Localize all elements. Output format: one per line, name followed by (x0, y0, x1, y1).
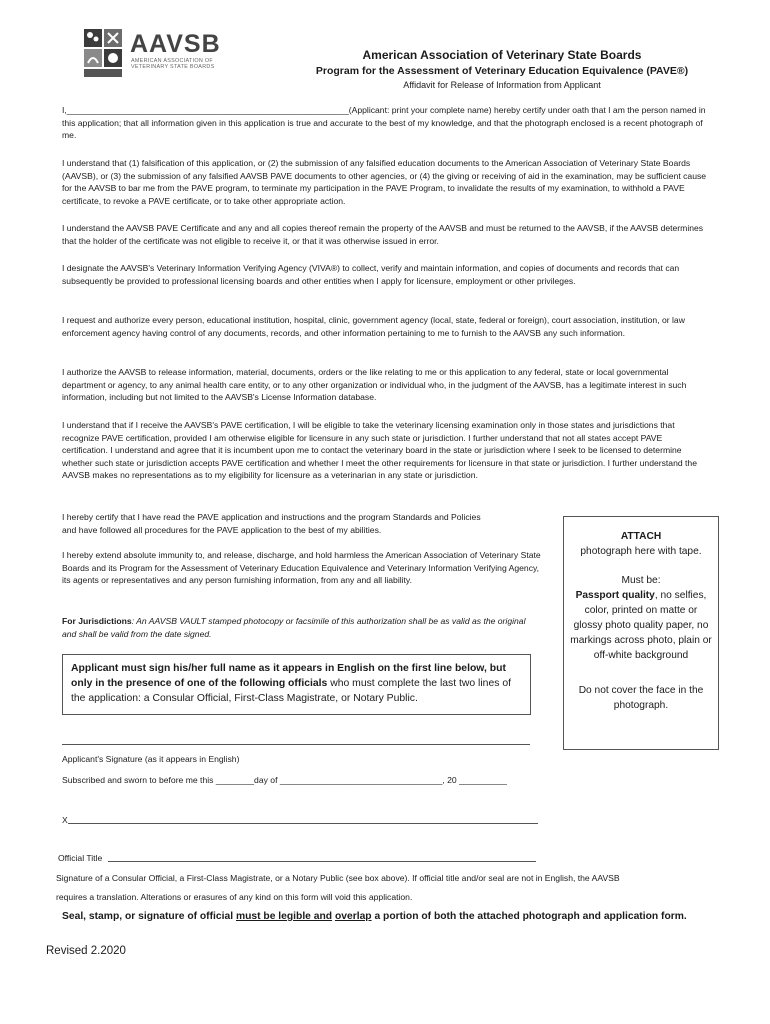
no-cover-note: Do not cover the face in the photograph. (578, 685, 704, 711)
official-title-line[interactable] (108, 861, 536, 862)
photo-attach-box[interactable] (563, 516, 719, 750)
aavsb-logo-icon (82, 27, 126, 79)
official-signature-line[interactable] (68, 823, 538, 824)
seal-notice: Seal, stamp, or signature of official must be legible and overlap a portion of both the attached photograph and application form. (62, 911, 687, 922)
paragraph-read-application: I hereby certify that I have read the PAVE application and instructions and the program Standards and Policies and have followed all procedures for the PAVE application to the best of my abilities. (62, 512, 481, 535)
must-be-label: Must be: (621, 575, 661, 586)
revision-label: Revised 2.2020 (46, 945, 126, 957)
signing-instructions-box: Applicant must sign his/her full name as it appears in English on the first line below, but only in the presence of one of the following officials who must complete the last two lines of the application: a Consular Official, First-Class Magistrate, or Notary Public. (62, 654, 531, 715)
x-marker: X (62, 815, 68, 825)
program-title: Program for the Assessment of Veterinary Education Equivalence (PAVE®) (315, 65, 689, 77)
logo-wordmark: AAVSB (130, 30, 221, 58)
paragraph-viva: I designate the AAVSB's Veterinary Information Verifying Agency (VIVA®) to collect, verify and maintain information, and copies of documents and records that can subsequently be provided to professional licensing boards and other entities when I apply for licensure, employment or other privileges. (62, 263, 680, 286)
paragraph-release: I authorize the AAVSB to release information, material, documents, orders or the like relating to me or this application to any federal, state or local governmental department or agency, to any animal health care entity, or to any other organization or individual who, in the judgment of the AAVSB, has a legitimate interest in such information, including but not limited to the AAVSB's License Information database. (62, 367, 687, 403)
attach-instruction: photograph here with tape. (580, 546, 702, 557)
paragraph-certify: I,___________________________________________________________(Applicant: print your complete name) hereby certify under oath that I am the person named in this application; that all information given in this application is true and accurate to the best of my knowledge, and that the photograph enclosed is a recent photograph of me. (62, 105, 706, 141)
page-title: American Association of Veterinary State Boards (362, 48, 642, 62)
official-note-line1: Signature of a Consular Official, a First-Class Magistrate, or a Notary Public (see box above). If official title and/or seal are not in English, the AAVSB (56, 873, 620, 883)
applicant-signature-line[interactable] (62, 744, 530, 745)
paragraph-certificate-property: I understand the AAVSB PAVE Certificate and any and all copies thereof remain the property of the AAVSB and must be returned to the AAVSB, if the AAVSB determines that the holder of the certificate was not eligible to receive it, or that it was otherwise issued in error. (62, 223, 704, 246)
form-subtitle: Affidavit for Release of Information from Applicant (403, 80, 601, 90)
paragraph-immunity: I hereby extend absolute immunity to, and release, discharge, and hold harmless the American Association of Veterinary State Boards and its Program for the Assessment of Veterinary Education Equivalence and Veterinary Information Verifying Agency, its agents or representatives and any person furnishing information, from any and all liability. (62, 550, 541, 586)
attach-heading: ATTACH (620, 531, 662, 542)
photo-requirements: Passport quality, no selfies, color, printed on matte or glossy photo quality paper, no markings across photo, plain or off-white background (570, 590, 712, 661)
logo-subtitle: AMERICAN ASSOCIATION OF VETERINARY STATE BOARDS (131, 58, 215, 71)
paragraph-authorize-request: I request and authorize every person, educational institution, hospital, clinic, government agency (local, state, federal or foreign), court association, institution, or law enforcement agency having control of any documents, records, and other information pertaining to me to furnish to the AAVSB any such information. (62, 315, 685, 338)
paragraph-jurisdictions: For Jurisdictions: An AAVSB VAULT stamped photocopy or facsimile of this authorization shall be as valid as the original and shall be valid from the date signed. (62, 616, 526, 639)
paragraph-falsification: I understand that (1) falsification of this application, or (2) the submission of any falsified education documents to the American Association of Veterinary State Boards (AAVSB), or (3) the submission of any falsified AAVSB PAVE documents to other agencies, or (4) the giving or receiving of aid in the examination, may be sufficient cause for the AAVSB to bar me from the PAVE program, to terminate my participation in the PAVE Program, to invalidate the results of my examination, to withhold a PAVE certificate, to revoke a PAVE certificate, or to take other appropriate action. (62, 158, 707, 206)
sworn-date-field[interactable]: Subscribed and sworn to before me this ________day of __________________________________, 20 __________ (62, 775, 507, 785)
applicant-signature-label: Applicant's Signature (as it appears in English) (62, 754, 240, 764)
official-title-label: Official Title (58, 853, 103, 863)
paragraph-eligibility: I understand that if I receive the AAVSB's PAVE certification, I will be eligible to take the veterinary licensing examination only in those states and jurisdictions that recognize PAVE certification, provided I am otherwise eligible for licensure in any such state or jurisdiction. I further understand that not all states accept PAVE certification. I understand and agree that it is incumbent upon me to contact the veterinary board in the state or jurisdiction where I seek to be licensed to determine whether such state or jurisdiction accepts PAVE certification and whether I meet the other requirements for licensure in that state or jurisdiction. I further understand the AAVSB makes no representations as to my eligibility for licensure as a veterinarian in any state or jurisdiction. (62, 420, 697, 481)
official-note-line2: requires a translation. Alterations or erasures of any kind on this form will void this application. (56, 892, 413, 902)
